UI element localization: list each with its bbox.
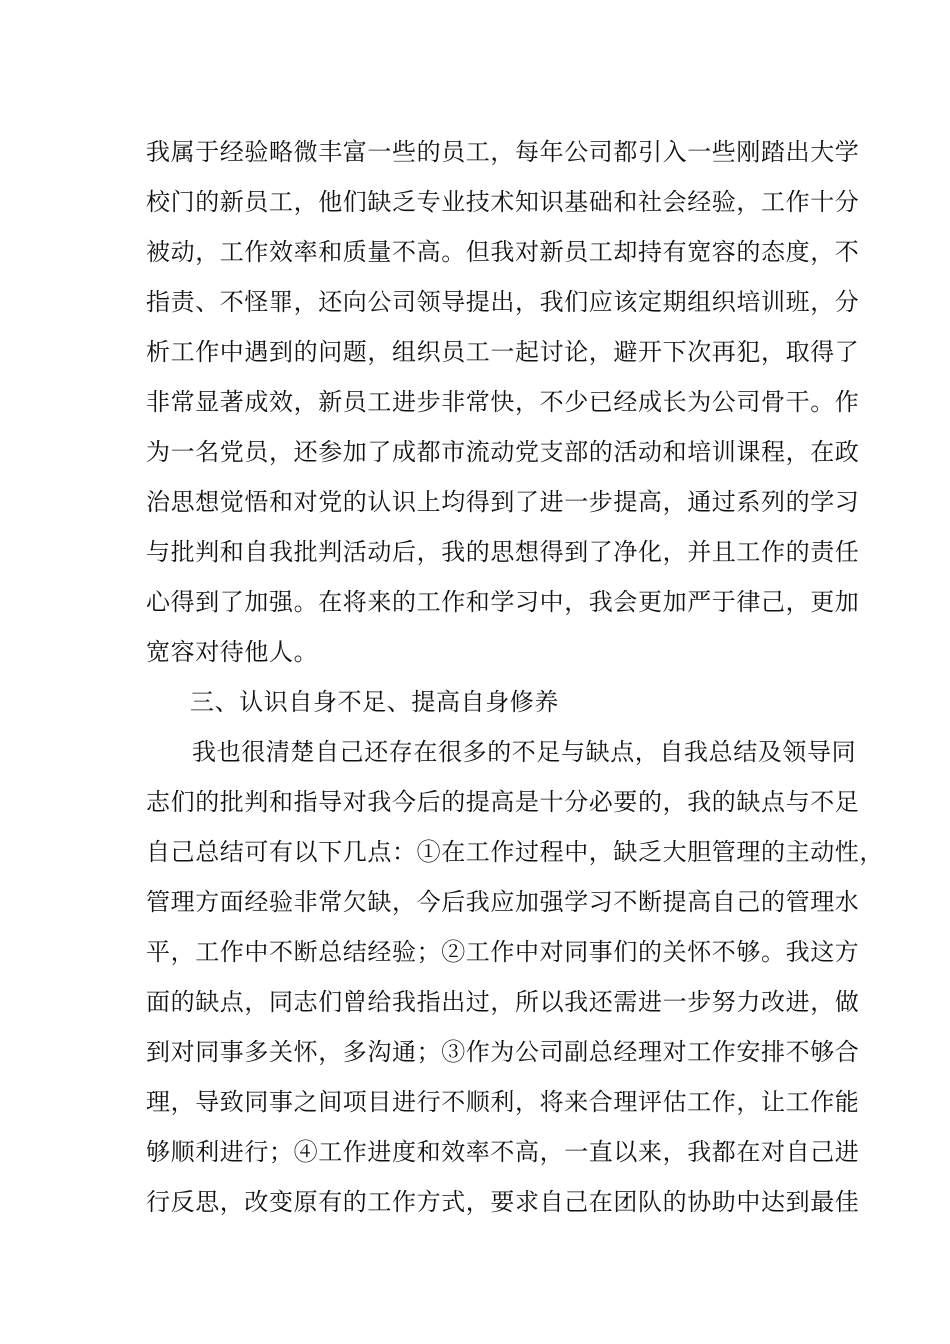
paragraph-line: 非常显著成效，新员工进步非常快，不少已经成长为公司骨干。作 [146,388,860,416]
paragraph-line: 我也很清楚自己还存在很多的不足与缺点，自我总结及领导同 [192,738,857,766]
paragraph-line: 被动，工作效率和质量不高。但我对新员工却持有宽容的态度，不 [146,238,860,266]
paragraph-line: 自己总结可有以下几点：①在工作过程中，缺乏大胆管理的主动性， [146,838,884,866]
paragraph-line: 够顺利进行；④工作进度和效率不高，一直以来，我都在对自己进 [146,1138,860,1166]
paragraph-line: 行反思，改变原有的工作方式，要求自己在团队的协助中达到最佳 [146,1188,860,1216]
paragraph-line: 析工作中遇到的问题，组织员工一起讨论，避开下次再犯，取得了 [146,338,860,366]
paragraph-line: 我属于经验略微丰富一些的员工，每年公司都引入一些刚踏出大学 [146,138,860,166]
paragraph-line: 宽容对待他人。 [146,638,319,666]
paragraph-line: 校门的新员工，他们缺乏专业技术知识基础和社会经验，工作十分 [146,188,860,216]
paragraph-line: 到对同事多关怀，多沟通；③作为公司副总经理对工作安排不够合 [146,1038,860,1066]
paragraph-line: 管理方面经验非常欠缺，今后我应加强学习不断提高自己的管理水 [146,888,860,916]
paragraph-line: 指责、不怪罪，还向公司领导提出，我们应该定期组织培训班，分 [146,288,860,316]
paragraph-line: 为一名党员，还参加了成都市流动党支部的活动和培训课程，在政 [146,438,860,466]
paragraph-line: 治思想觉悟和对党的认识上均得到了进一步提高，通过系列的学习 [146,488,860,516]
paragraph-line: 与批判和自我批判活动后，我的思想得到了净化，并且工作的责任 [146,538,860,566]
paragraph-line: 心得到了加强。在将来的工作和学习中，我会更加严于律己，更加 [146,588,860,616]
paragraph-line: 志们的批判和指导对我今后的提高是十分必要的，我的缺点与不足 [146,788,860,816]
paragraph-line: 理，导致同事之间项目进行不顺利，将来合理评估工作，让工作能 [146,1088,860,1116]
section-heading: 三、认识自身不足、提高自身修养 [190,688,559,716]
paragraph-line: 平，工作中不断总结经验；②工作中对同事们的关怀不够。我这方 [146,938,860,966]
paragraph-line: 面的缺点，同志们曾给我指出过，所以我还需进一步努力改进，做 [146,988,860,1016]
